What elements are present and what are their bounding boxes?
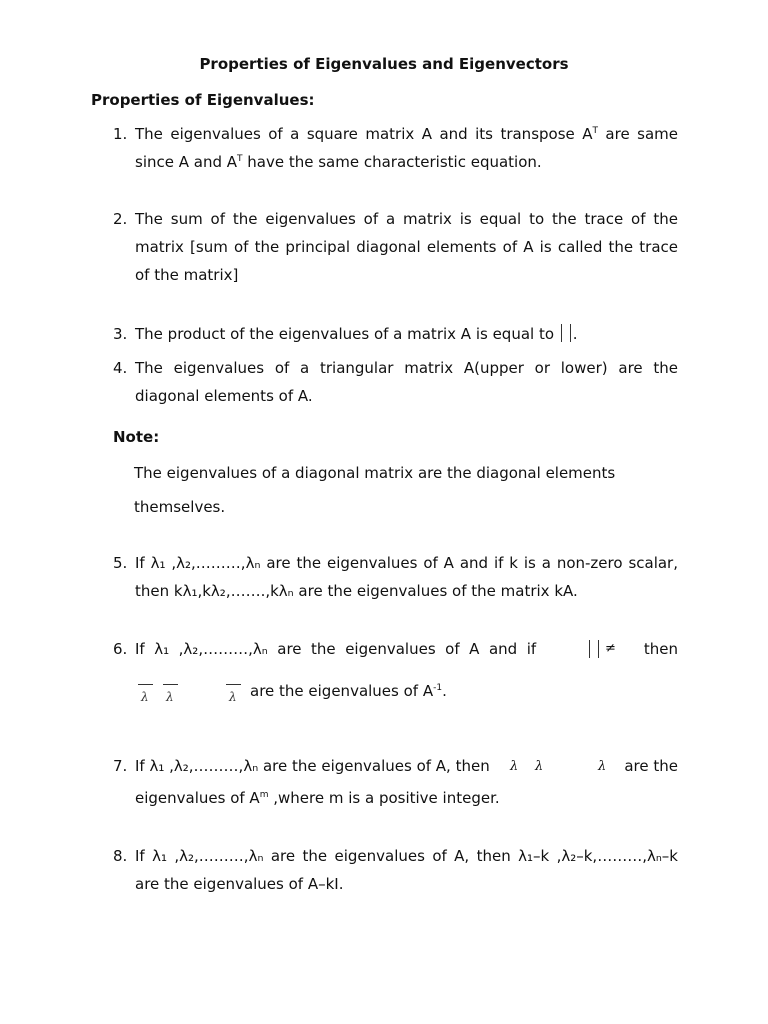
item-number: 5. <box>113 554 128 572</box>
note-text <box>134 456 654 524</box>
item-text-part: The product of the eigenvalues of a matrix A is equal to <box>135 325 559 343</box>
item-number: 6. <box>113 640 128 658</box>
list-item-2 <box>113 205 678 289</box>
item-text <box>135 120 678 176</box>
item-text <box>135 842 678 898</box>
item-number: 4. <box>113 359 128 377</box>
transpose-superscript: T <box>592 126 598 136</box>
list-item-3 <box>113 320 678 348</box>
item-text-part: are same <box>597 125 678 143</box>
item-text-part: are the eigenvalues of $A^{-1}$. <box>250 682 447 700</box>
item-line: If λ₁ ,λ₂,………,λₙ are the eigenvalues of A, then λ₁–k ,λ₂–k,………,λₙ–k <box>135 847 678 865</box>
lambda-power-2: λ <box>535 759 544 774</box>
list-item-4 <box>113 354 678 410</box>
item-text <box>135 752 678 780</box>
list-item-8 <box>113 842 678 898</box>
list-item-6 <box>113 635 678 663</box>
note-heading: Note: <box>113 428 160 446</box>
list-item-1 <box>113 120 678 176</box>
item-text-part: The eigenvalues of a square matrix A and its transpose A <box>135 125 593 143</box>
lambda-power-1: λ <box>510 759 519 774</box>
item-text <box>135 635 678 663</box>
item-text <box>135 549 678 605</box>
item-text-part: If λ₁ ,λ₂,………,λₙ are the eigenvalues of A, then <box>135 757 495 775</box>
item-line: eigenvalues of $A^m$ ,where m is a positive integer. <box>135 789 500 807</box>
item-text-part: then <box>643 640 678 658</box>
item-text: The sum of the eigenvalues of a matrix is equal to the trace of the matrix [sum of the principal diagonal elements of A is called the trace of the matrix] <box>135 210 678 284</box>
item-text: The eigenvalues of a triangular matrix A(upper or lower) are the diagonal elements of A. <box>135 359 678 405</box>
note-line: The eigenvalues of a diagonal matrix are the diagonal elements <box>134 464 616 482</box>
item-text <box>135 320 678 348</box>
item-number: 8. <box>113 847 128 865</box>
list-item-5 <box>113 549 678 605</box>
note-line: themselves. <box>134 498 226 516</box>
not-equal-symbol: ≠ <box>605 641 616 656</box>
list-item-7 <box>113 752 678 816</box>
item-text-part: have the same characteristic equation. <box>242 153 542 171</box>
item-line: then kλ₁,kλ₂,…….,kλₙ are the eigenvalues of the matrix kA. <box>135 582 578 600</box>
lambda-power-n: λ <box>598 759 607 774</box>
reciprocal-fractions: λ λ λ are the eigenvalues of $A^{-1}$. <box>141 682 447 704</box>
determinant-bars <box>587 640 601 658</box>
item-text-part: since A and A <box>135 153 238 171</box>
item-number: 7. <box>113 757 128 775</box>
transpose-superscript: T <box>237 154 243 164</box>
page-title: Properties of Eigenvalues and Eigenvectors <box>199 55 569 73</box>
item-text-part: . <box>572 325 578 343</box>
item-text-part: If λ₁ ,λ₂,………,λₙ are the eigenvalues of A and if <box>135 640 541 658</box>
item-number: 2. <box>113 210 128 228</box>
item-text-part: are the <box>624 757 678 775</box>
section-heading: Properties of Eigenvalues: <box>91 91 315 109</box>
item-number: 1. <box>113 125 128 143</box>
determinant-bars <box>559 324 573 342</box>
item-number: 3. <box>113 325 128 343</box>
item-line: If λ₁ ,λ₂,………,λₙ are the eigenvalues of A and if k is a non-zero scalar, <box>135 554 678 572</box>
inverse-superscript: -1 <box>433 683 443 693</box>
power-superscript: m <box>259 790 269 800</box>
item-line: are the eigenvalues of A–kI. <box>135 875 344 893</box>
